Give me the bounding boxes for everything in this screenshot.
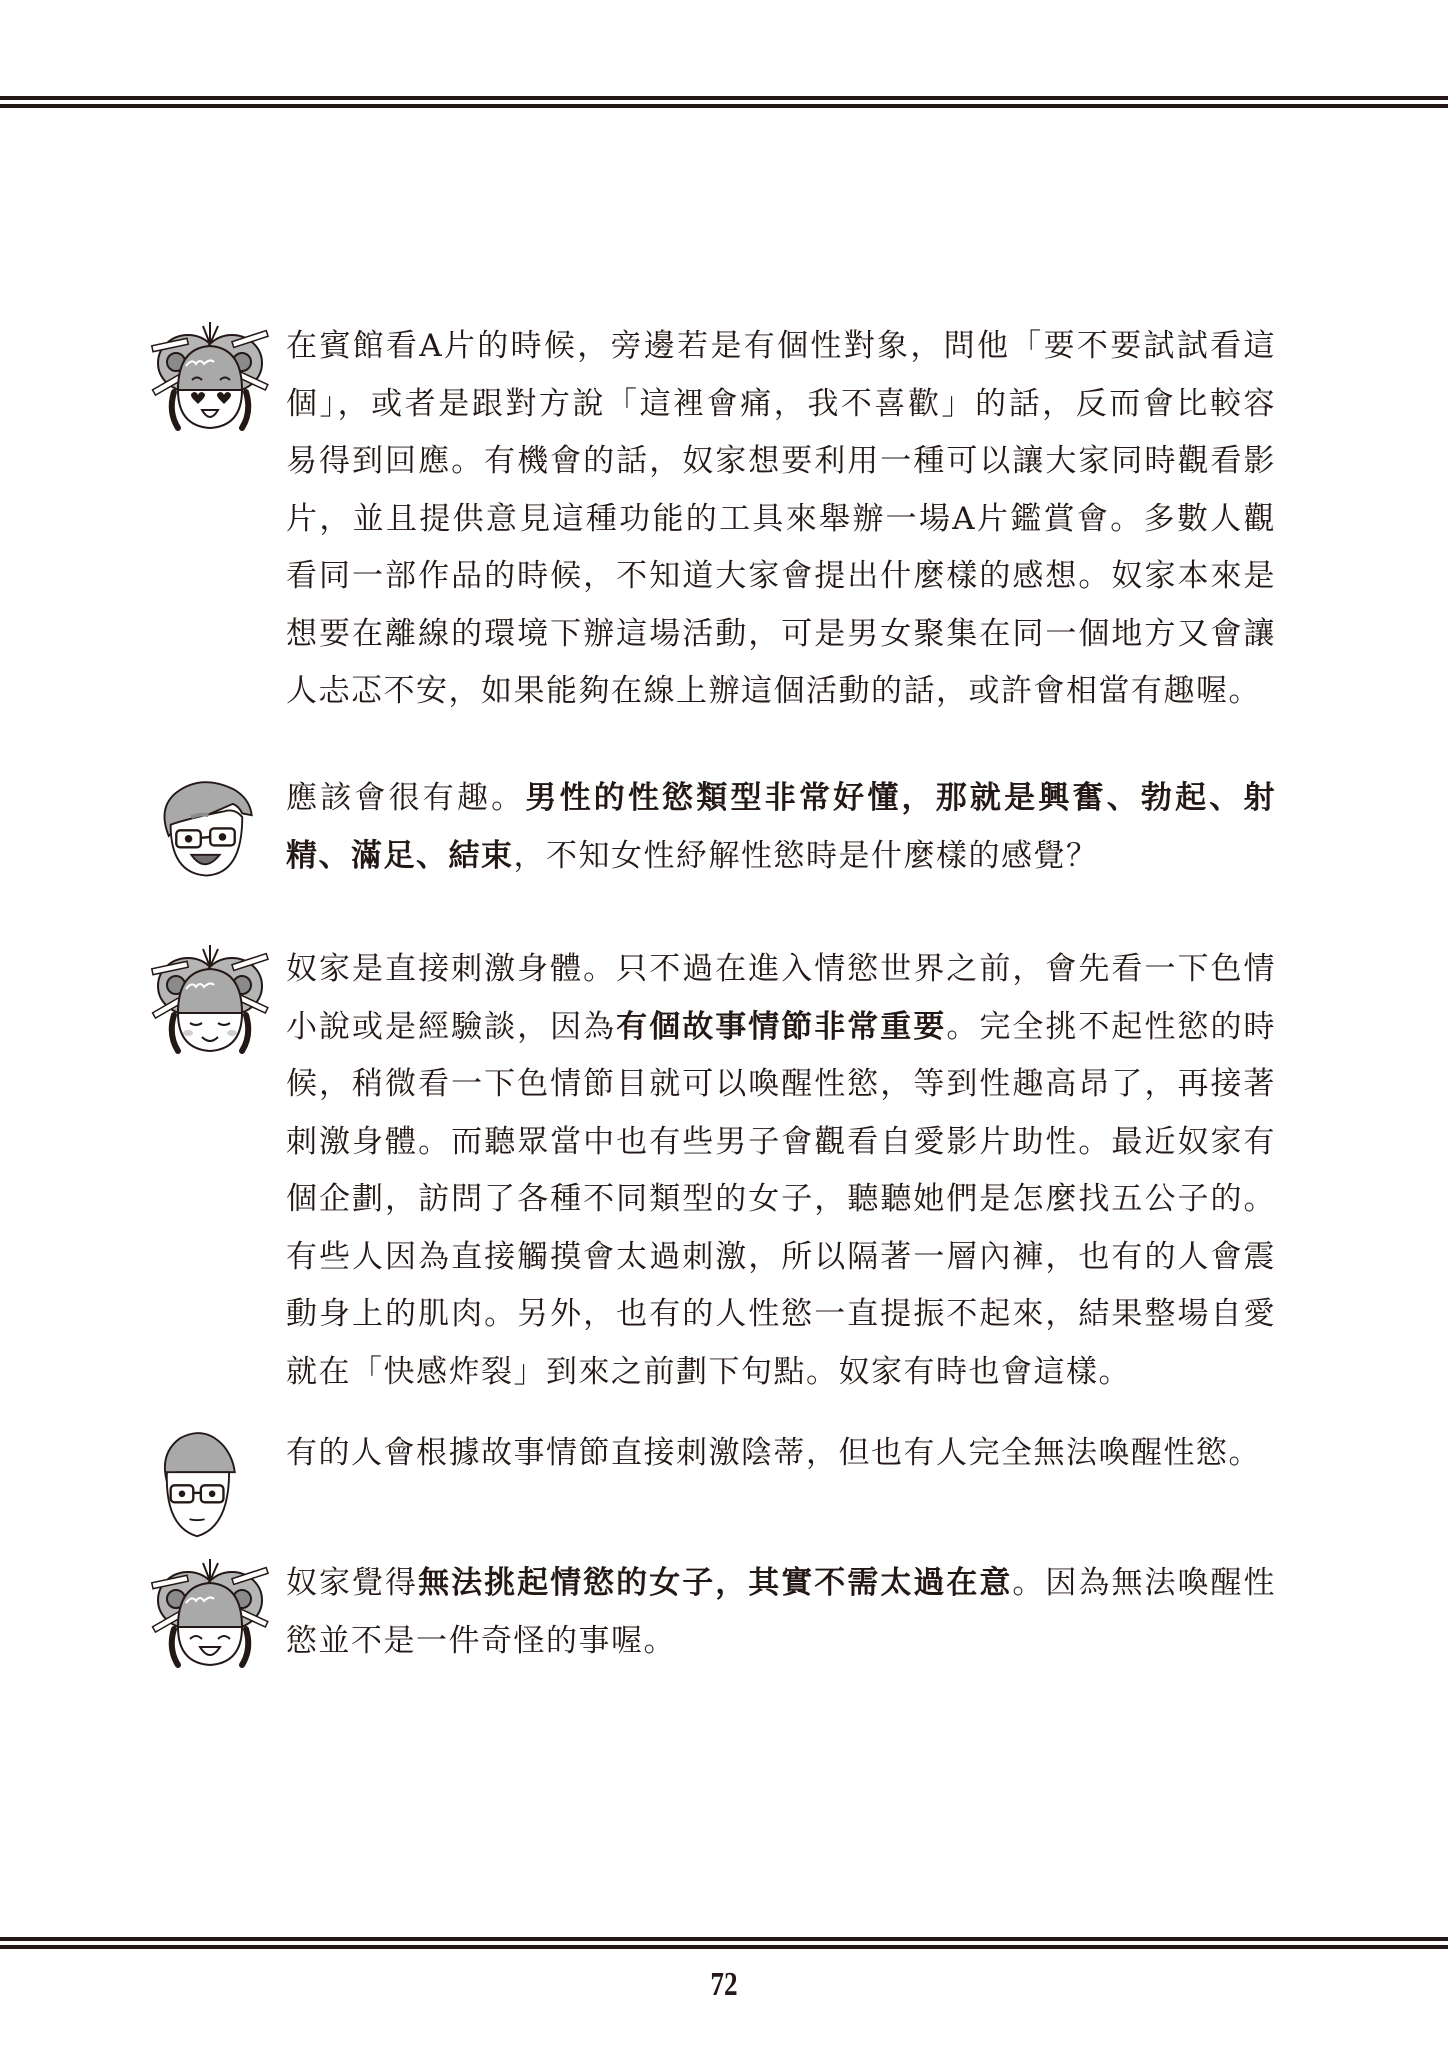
geisha-girl-heart-eyes-avatar-icon — [148, 318, 270, 440]
dialogue-text — [286, 318, 1276, 721]
geisha-girl-eyes-closed-avatar-icon — [148, 941, 270, 1063]
page-number: 72 — [710, 1966, 738, 2003]
footer-rule-lower — [0, 1945, 1448, 1949]
text-segment-bold: 無法挑起情慾的女子，其實不需太過在意 — [418, 1565, 1013, 1601]
dialogue-text — [286, 941, 1276, 1401]
dialogue-text — [286, 1555, 1276, 1670]
text-segment-bold: 男性的性慾類型非常好懂，那就是興奮、勃起、射精、滿足、結束 — [286, 780, 1276, 874]
geisha-girl-laughing-avatar-icon — [148, 1555, 270, 1677]
header-rule-lower — [0, 104, 1448, 108]
footer-rule-upper — [0, 1937, 1448, 1941]
text-segment: 有的人會根據故事情節直接刺激陰蒂，但也有人完全無法喚醒性慾。 — [286, 1435, 1261, 1471]
glasses-man-neutral-avatar-icon — [148, 1425, 248, 1540]
text-segment: 應該會很有趣。 — [286, 780, 526, 816]
text-segment: 奴家覺得 — [286, 1565, 419, 1601]
header-rule-upper — [0, 96, 1448, 100]
text-segment: ，不知女性紓解性慾時是什麼樣的感覺？ — [513, 837, 1099, 874]
dialogue-text — [286, 770, 1276, 885]
dialogue-text — [286, 1425, 1276, 1483]
text-segment: 。完全挑不起性慾的時候，稍微看一下色情節目就可以喚醒性慾，等到性趣高昂了，再接著刺激身體。而聽眾當中也有些男子會觀看自愛影片助性。最近奴家有個企劃，訪問了各種不同類型的女子，聽聽她們是怎麼找五公子的。有些人因為直接觸摸會太過刺激，所以隔著一層內褲，也有的人會震動身上的肌肉。另外，也有的人性慾一直提振不起來，結果整場自愛就在「快感炸裂」到來之前劃下句點。奴家有時也會這樣。 — [286, 1008, 1276, 1390]
text-segment-bold: 有個故事情節非常重要 — [616, 1008, 947, 1045]
text-segment: 奴家是直接刺激身體。只不過在進入情慾世界之前，會先看一下色情小說或是經驗談，因為 — [286, 951, 1276, 1045]
glasses-man-smiling-avatar-icon — [148, 770, 263, 885]
text-segment: 在賓館看A片的時候，旁邊若是有個性對象，問他「要不要試試看這個」，或者是跟對方說「這裡會痛，我不喜歡」的話，反而會比較容易得到回應。有機會的話，奴家想要利用一種可以讓大家同時觀看影片，並且提供意見這種功能的工具來舉辦一場A片鑑賞會。多數人觀看同一部作品的時候，不知道大家會提出什麼樣的感想。奴家本來是想要在離線的環境下辦這場活動，可是男女聚集在同一個地方又會讓人忐忑不安，如果能夠在線上辦這個活動的話，或許會相當有趣喔。 — [286, 328, 1276, 709]
text-segment: 。因為無法喚醒性慾並不是一件奇怪的事喔。 — [286, 1565, 1277, 1659]
